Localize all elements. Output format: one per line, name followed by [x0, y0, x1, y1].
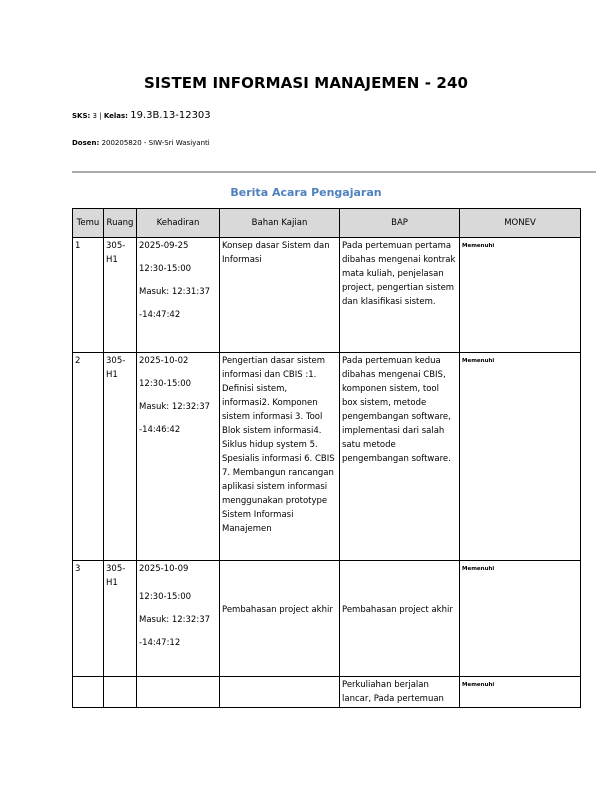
check-out: -14:47:12 — [139, 638, 181, 648]
dosen-value: 200205820 - SIW-Sri Wasiyanti — [101, 139, 210, 147]
monev-cell: Memenuhi — [460, 677, 581, 708]
monev-cell: Memenuhi — [460, 561, 581, 677]
ruang-cell — [104, 677, 137, 708]
bap-cell: Perkuliahan berjalan lancar, Pada pertemuan — [340, 677, 460, 708]
check-in: Masuk: 12:31:37 — [139, 287, 211, 297]
check-out: -14:47:42 — [139, 310, 181, 320]
time-range: 12:30-15:00 — [139, 592, 192, 602]
col-kehadiran: Kehadiran — [137, 209, 220, 238]
time-range: 12:30-15:00 — [139, 379, 192, 389]
bap-cell: Pembahasan project akhir — [340, 561, 460, 677]
kelas-value: 19.3B.13-12303 — [130, 110, 211, 121]
temu-cell: 2 — [73, 353, 104, 561]
kehadiran-cell — [137, 353, 220, 561]
sks-value: 3 — [92, 112, 98, 120]
monev-cell: Memenuhi — [460, 238, 581, 353]
col-monev: MONEV — [460, 209, 581, 238]
col-bahan-kajian: Bahan Kajian — [220, 209, 340, 238]
table-row — [73, 238, 581, 353]
check-out: -14:46:42 — [139, 425, 181, 435]
col-ruang: Ruang — [104, 209, 137, 238]
document-title: SISTEM INFORMASI MANAJEMEN - 240 — [143, 74, 469, 92]
table-header-row — [73, 209, 581, 238]
dosen-label: Dosen: — [72, 139, 100, 147]
kehadiran-cell — [137, 561, 220, 677]
bap-cell: Pada pertemuan kedua dibahas mengenai CBIS, komponen sistem, tool box sistem, metode pengembangan software, implementasi dari salah satu metode pengembangan software. — [340, 353, 460, 561]
kelas-label: Kelas: — [103, 112, 128, 120]
bahan-cell: Pengertian dasar sistem informasi dan CBIS :1. Definisi sistem, informasi2. Komponen sistem informasi 3. Tool Blok sistem informasi4. Siklus hidup system 5. Spesialis informasi 6. CBIS 7. Membangun rancangan aplikasi sistem informasi menggunakan prototype Sistem Informasi Manajemen — [220, 353, 340, 561]
kehadiran-cell — [137, 238, 220, 353]
lecturer-info — [72, 139, 210, 147]
time-range: 12:30-15:00 — [139, 264, 192, 274]
table-row — [73, 353, 581, 561]
table-row — [73, 561, 581, 677]
bahan-cell — [220, 677, 340, 708]
ruang-cell: 305-H1 — [104, 238, 137, 353]
temu-cell — [73, 677, 104, 708]
bahan-cell: Konsep dasar Sistem dan Informasi — [220, 238, 340, 353]
date: 2025-10-02 — [139, 356, 189, 366]
check-in: Masuk: 12:32:37 — [139, 615, 211, 625]
temu-cell: 1 — [73, 238, 104, 353]
ruang-cell: 305-H1 — [104, 561, 137, 677]
monev-cell: Memenuhi — [460, 353, 581, 561]
table-row — [73, 677, 581, 708]
col-bap: BAP — [340, 209, 460, 238]
section-title: Berita Acara Pengajaran — [230, 186, 382, 199]
check-in: Masuk: 12:32:37 — [139, 402, 211, 412]
teaching-report-table — [72, 208, 581, 708]
date: 2025-09-25 — [139, 241, 189, 251]
class-info: SKS: 3 | Kelas: 19.3B.13-12303 — [72, 110, 211, 121]
temu-cell: 3 — [73, 561, 104, 677]
date: 2025-10-09 — [139, 564, 189, 574]
col-temu: Temu — [73, 209, 104, 238]
divider — [72, 171, 596, 173]
sks-label: SKS: — [72, 112, 91, 120]
bahan-cell: Pembahasan project akhir — [220, 561, 340, 677]
ruang-cell: 305-H1 — [104, 353, 137, 561]
bap-cell: Pada pertemuan pertama dibahas mengenai kontrak mata kuliah, penjelasan project, pengertian sistem dan klasifikasi sistem. — [340, 238, 460, 353]
kehadiran-cell — [137, 677, 220, 708]
